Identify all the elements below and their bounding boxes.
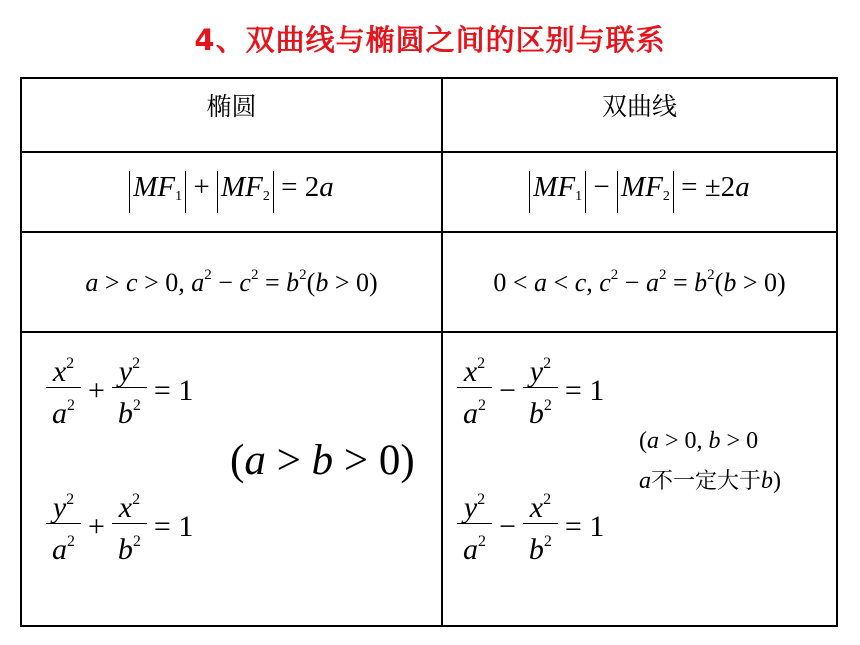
definition-row <box>21 152 837 232</box>
comparison-table <box>20 77 838 627</box>
standard-hyperbola-cell <box>442 332 837 626</box>
relation-ellipse-cell <box>21 232 442 332</box>
slide-title: 4、双曲线与椭圆之间的区别与联系 <box>194 23 666 57</box>
hyperbola-condition-line-2: a不一定大于b) <box>639 468 782 494</box>
header-row <box>21 78 837 152</box>
header-ellipse: 椭圆 <box>206 92 257 121</box>
relation-hyperbola: 0 < a < c, $c^2 - a^2 = b^2(b > 0)$ <box>493 266 786 297</box>
hyperbola-equation-2: $\frac{y^2}{a^2}$ − $\frac{x^2}{b^2}$ = 1 <box>455 485 609 568</box>
definition-hyperbola: $MF_1 - MF_2 = \pm 2a$ <box>443 171 836 213</box>
definition-ellipse: $MF_1 + MF_2 = 2a$ <box>22 171 441 213</box>
relation-row <box>21 232 837 332</box>
hyperbola-condition-line-1: (a > 0, b > 0 <box>639 428 759 454</box>
ellipse-equation-2: $\frac{y^2}{a^2}$ + $\frac{x^2}{b^2}$ = 1 <box>44 485 198 568</box>
relation-hyperbola-cell <box>442 232 837 332</box>
relation-ellipse: a > c > 0, $a^2 - c^2 = b^2(b > 0)$ <box>85 266 378 297</box>
header-ellipse-cell <box>21 78 442 152</box>
ellipse-condition: (a > b > 0) <box>230 437 415 484</box>
standard-equation-row <box>21 332 837 626</box>
header-hyperbola-cell <box>442 78 837 152</box>
header-hyperbola: 双曲线 <box>601 92 677 121</box>
ellipse-equation-1: $\frac{x^2}{a^2}$ + $\frac{y^2}{b^2}$ = 1 <box>44 349 198 432</box>
definition-hyperbola-cell <box>442 152 837 232</box>
hyperbola-equation-1: $\frac{x^2}{a^2}$ − $\frac{y^2}{b^2}$ = 1 <box>455 349 609 432</box>
standard-ellipse-cell <box>21 332 442 626</box>
definition-ellipse-cell <box>21 152 442 232</box>
hyperbola-condition <box>639 421 781 502</box>
